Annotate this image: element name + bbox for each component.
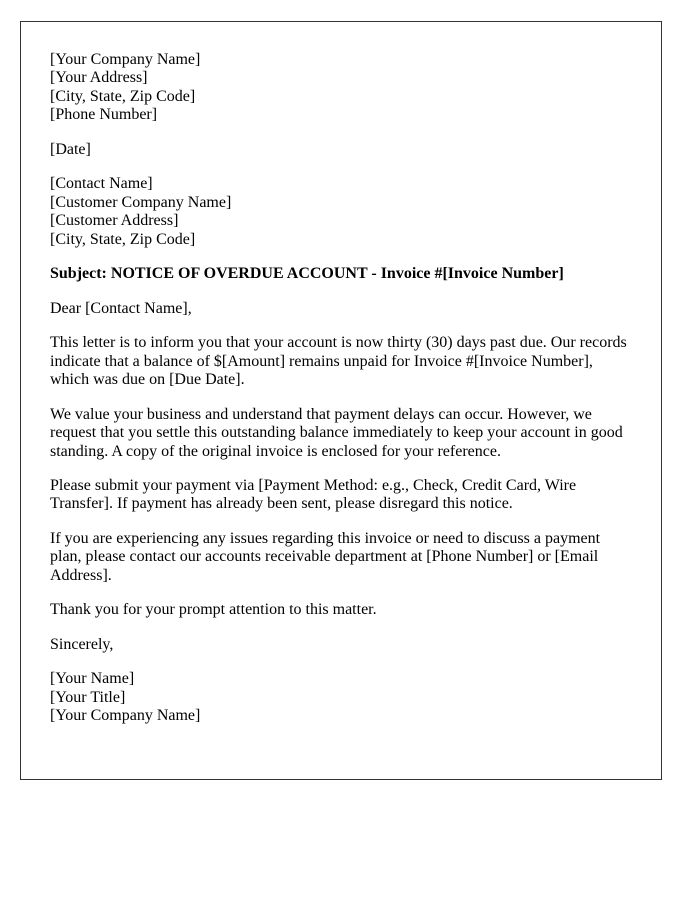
salutation: Dear [Contact Name], xyxy=(50,299,192,317)
sender-company: [Your Company Name] xyxy=(50,51,201,68)
sender-address: [Your Address] xyxy=(50,69,148,87)
body-paragraph-3: Please submit your payment via [Payment Method: e.g., Check, Credit Card, Wire Transfer]. If payment has already been sent, please disregard this notice. xyxy=(50,476,577,513)
signature-company: [Your Company Name] xyxy=(50,707,201,725)
recipient-address: [Customer Address] xyxy=(50,212,179,230)
closing: Sincerely, xyxy=(50,635,114,653)
recipient-company: [Customer Company Name] xyxy=(50,193,232,211)
signature-name: [Your Name] xyxy=(50,670,135,688)
body-paragraph-2: We value your business and understand that payment delays can occur. However, we request that you settle this outstanding balance immediately to keep your account in good standing. A copy of the original invoice is enclosed for your reference. xyxy=(50,405,623,460)
subject-line: Subject: NOTICE OF OVERDUE ACCOUNT - Invoice #[Invoice Number] xyxy=(50,265,564,283)
recipient-city-state-zip: [City, State, Zip Code] xyxy=(50,230,196,248)
body-paragraph-1: This letter is to inform you that your account is now thirty (30) days past due. Our records indicate that a balance of $[Amount] remains unpaid for Invoice #[Invoice Number], which was due on [Due Date]. xyxy=(50,334,627,389)
sender-phone: [Phone Number] xyxy=(50,106,158,124)
body-paragraph-4: If you are experiencing any issues regarding this invoice or need to discuss a payment plan, please contact our accounts receivable department at [Phone Number] or [Email Address]. xyxy=(50,529,601,584)
sender-address-block xyxy=(50,51,632,125)
sender-city-state-zip: [City, State, Zip Code] xyxy=(50,87,196,105)
recipient-address-block xyxy=(50,175,632,249)
letter-frame xyxy=(20,21,662,780)
recipient-contact: [Contact Name] xyxy=(50,175,153,193)
signature-title: [Your Title] xyxy=(50,688,126,706)
signature-block xyxy=(50,670,632,725)
body-paragraph-5: Thank you for your prompt attention to this matter. xyxy=(50,601,377,619)
letter-date: [Date] xyxy=(50,140,91,158)
